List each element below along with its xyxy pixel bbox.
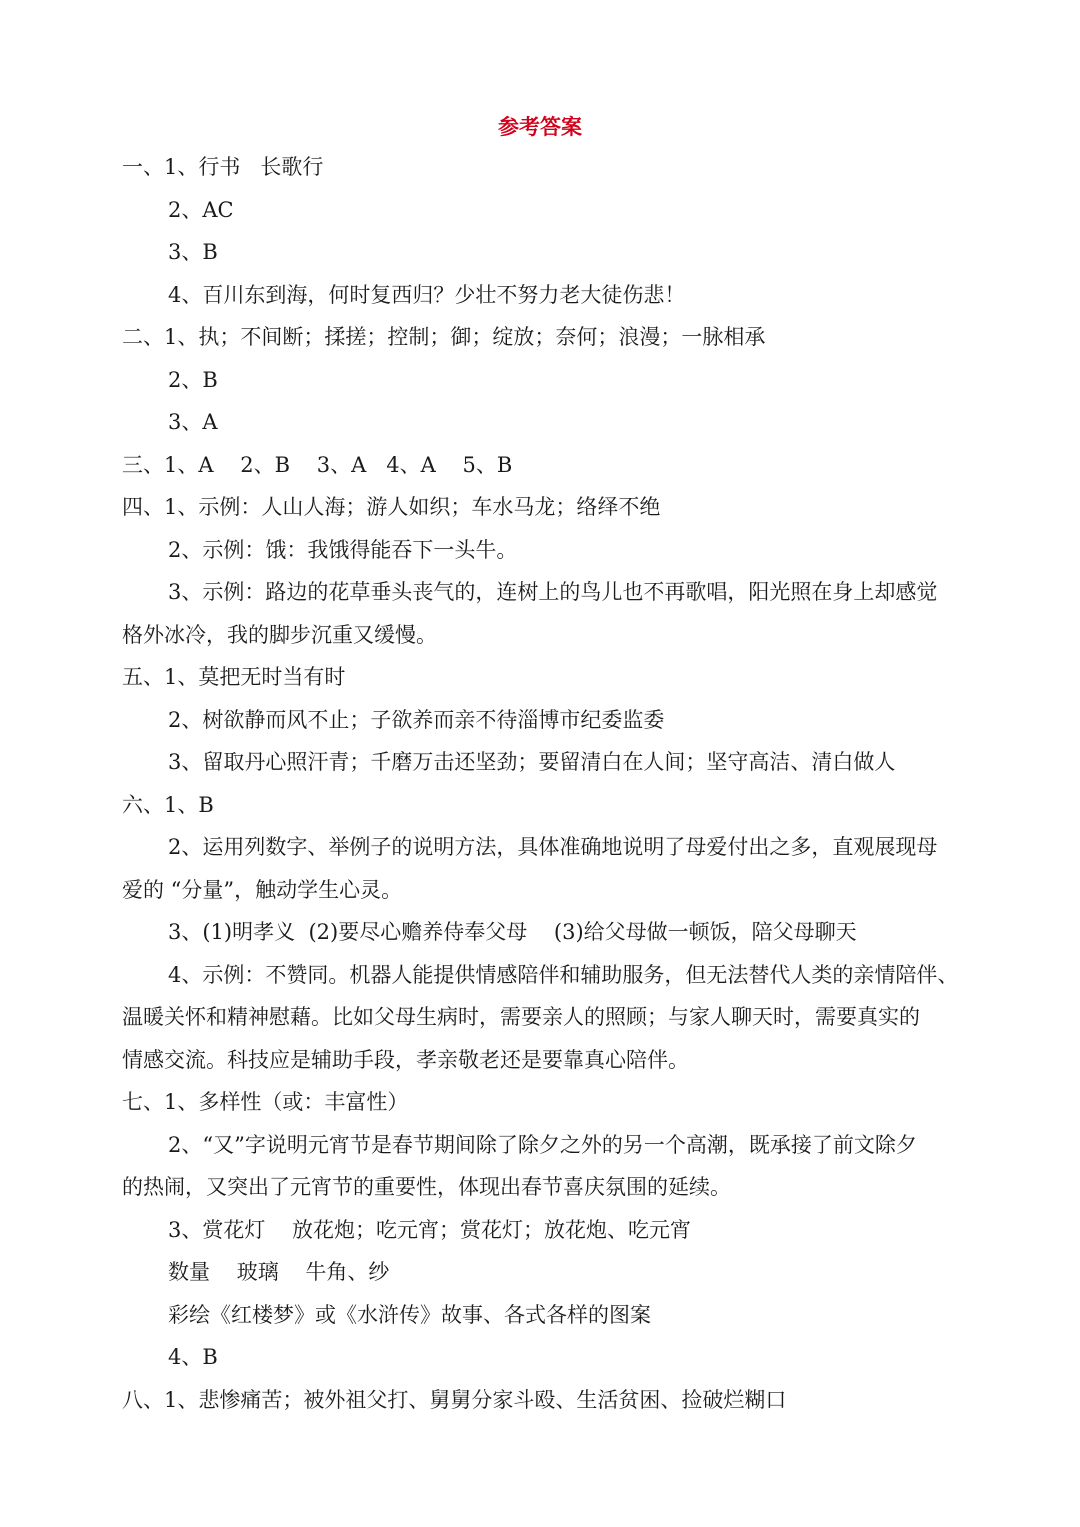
answer-line: 一、1、行书 长歌行 (122, 155, 324, 179)
answer-line: 八、1、悲惨痛苦；被外祖父打、舅舅分家斗殴、生活贫困、捡破烂糊口 (122, 1387, 787, 1412)
answer-line: 二、1、执；不间断；揉搓；控制；御；绽放；奈何；浪漫；一脉相承 (122, 325, 766, 349)
answer-line: 格外冰冷，我的脚步沉重又缓慢。 (122, 622, 437, 647)
answer-line: 2、“又”字说明元宵节是春节期间除了除夕之外的另一个高潮，既承接了前文除夕 (168, 1132, 917, 1157)
answer-line: 三、1、A 2、B 3、A 4、A 5、B (122, 452, 513, 477)
answer-line: 2、B (168, 367, 218, 392)
answer-line: 数量 玻璃 牛角、纱 (168, 1260, 390, 1284)
answer-line: 4、B (168, 1345, 218, 1369)
answer-line: 情感交流。科技应是辅助手段，孝亲敬老还是要靠真心陪伴。 (122, 1047, 689, 1072)
answer-line: 四、1、示例：人山人海；游人如织；车水马龙；络绎不绝 (122, 495, 661, 519)
answer-line: 温暖关怀和精神慰藉。比如父母生病时，需要亲人的照顾；与家人聊天时，需要真实的 (122, 1005, 920, 1029)
answer-line: 2、AC (168, 197, 234, 222)
answer-line: 3、赏花灯 放花炮；吃元宵；赏花灯；放花炮、吃元宵 (168, 1217, 692, 1242)
answer-line: 五、1、莫把无时当有时 (122, 665, 346, 689)
answer-line: 2、示例：饿：我饿得能吞下一头牛。 (168, 537, 518, 562)
answer-line: 3、留取丹心照汗青；千磨万击还坚劲；要留清白在人间；坚守高洁、清白做人 (168, 750, 896, 774)
answer-line: 的热闹，又突出了元宵节的重要性，体现出春节喜庆氛围的延续。 (122, 1175, 731, 1199)
answer-line: 2、运用列数字、举例子的说明方法，具体准确地说明了母爱付出之多，直观展现母 (168, 835, 938, 859)
answer-line: 爱的 “分量”，触动学生心灵。 (122, 877, 403, 902)
page-title: 参考答案 (498, 114, 582, 139)
answer-body (122, 146, 962, 1421)
answer-line: 彩绘《红楼梦》或《水浒传》故事、各式各样的图案 (168, 1302, 651, 1327)
answer-line: 2、树欲静而风不止；子欲养而亲不待淄博市纪委监委 (168, 707, 665, 732)
answer-line: 3、B (168, 240, 218, 264)
answer-line: 七、1、多样性（或：丰富性） (122, 1090, 409, 1114)
answer-line: 3、A (168, 410, 218, 434)
answer-line: 4、百川东到海，何时复西归？少壮不努力老大徒伤悲！ (168, 282, 686, 307)
answer-line: 3、(1)明孝义 (2)要尽心赡养侍奉父母 (3)给父母做一顿饭，陪父母聊天 (168, 920, 857, 944)
answer-line: 六、1、B (122, 792, 214, 817)
answer-line: 4、示例：不赞同。机器人能提供情感陪伴和辅助服务，但无法替代人类的亲情陪伴、 (168, 962, 959, 987)
answer-line: 3、示例：路边的花草垂头丧气的，连树上的鸟儿也不再歌唱，阳光照在身上却感觉 (168, 580, 938, 604)
